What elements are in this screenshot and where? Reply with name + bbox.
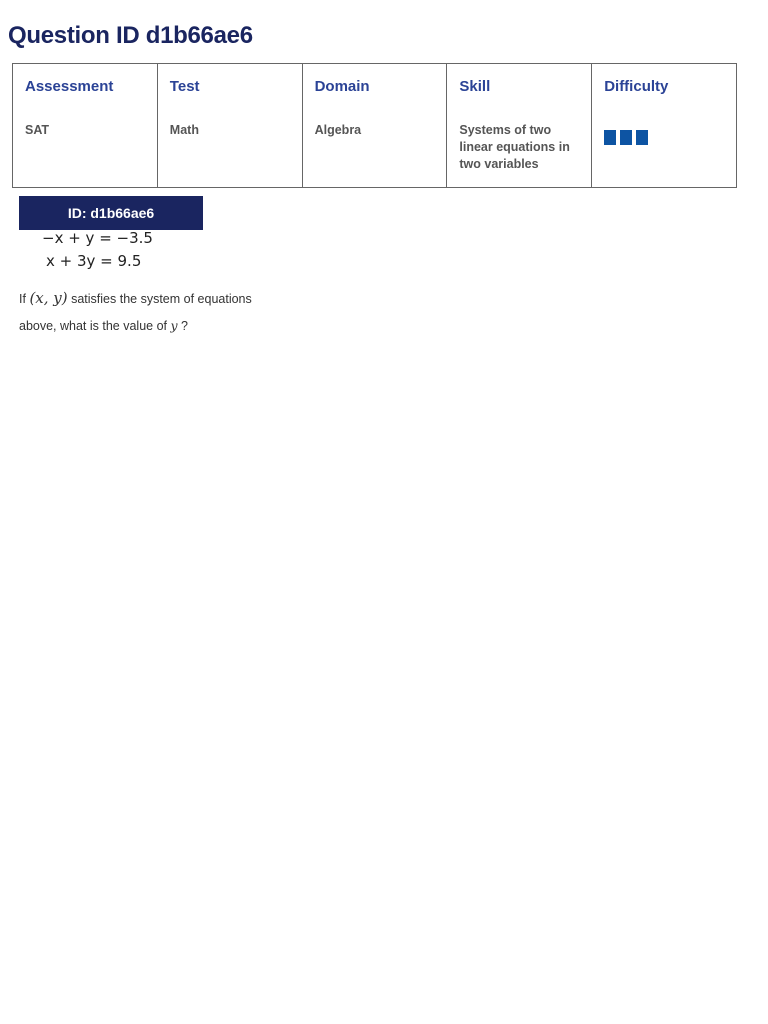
skill-value: Systems of two linear equations in two variables [459, 123, 570, 171]
domain-cell [302, 64, 447, 188]
math-variable: y [170, 318, 178, 333]
equation-1: −x + y = −3.5 [42, 229, 153, 247]
difficulty-bar [620, 130, 632, 145]
domain-header: Domain [314, 78, 370, 95]
question-id-banner: ID: d1b66ae6 [19, 196, 203, 230]
page-title: Question ID d1b66ae6 [8, 22, 253, 49]
math-pair: (x, y) [29, 289, 68, 307]
difficulty-bar [636, 130, 648, 145]
difficulty-bar [604, 130, 616, 145]
question-meta-table [12, 63, 737, 188]
question-line2-prefix: above, what is the value of [19, 319, 168, 333]
difficulty-cell [592, 64, 737, 188]
question-line2-suffix: ? [181, 319, 188, 333]
domain-value: Algebra [314, 123, 362, 137]
equation-2: x + 3y = 9.5 [46, 252, 142, 270]
skill-header: Skill [459, 78, 491, 95]
difficulty-header: Difficulty [604, 78, 669, 95]
question-text-line-1 [19, 289, 252, 307]
test-header: Test [169, 78, 200, 95]
skill-cell [447, 64, 592, 188]
difficulty-indicator [604, 130, 724, 145]
question-prefix: If [19, 292, 26, 306]
assessment-cell [13, 64, 158, 188]
test-cell [157, 64, 302, 188]
assessment-header: Assessment [25, 78, 114, 95]
question-line1-rest: satisfies the system of equations [71, 292, 252, 306]
test-value: Math [169, 123, 199, 137]
question-text-line-2 [19, 318, 188, 333]
assessment-value: SAT [25, 123, 50, 137]
